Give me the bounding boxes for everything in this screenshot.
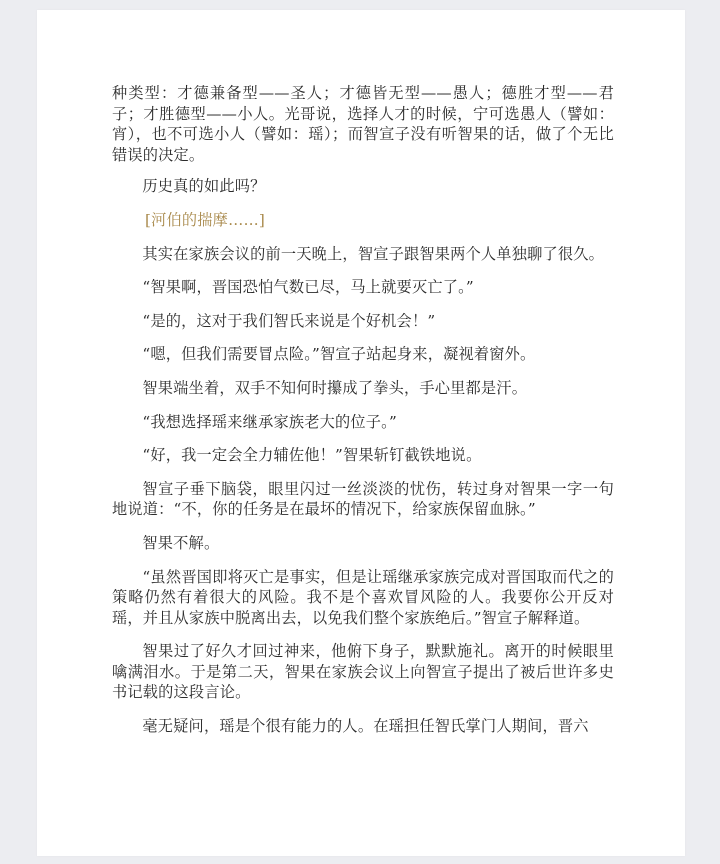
narration-paragraph: 智果过了好久才回过神来，他俯下身子，默默施礼。离开的时候眼里噙满泪水。于是第二天，智果在家族会议上向智宣子提出了被后世许多史书记载的这段言论。 — [112, 642, 614, 702]
paragraph-story-start: 其实在家族会议的前一天晚上，智宣子跟智果两个人单独聊了很久。 — [142, 244, 605, 263]
document-page — [37, 10, 685, 856]
paragraph-question: 历史真的如此吗？ — [142, 177, 266, 196]
section-heading: [河伯的揣摩……] — [145, 210, 265, 229]
dialogue-line: “是的，这对于我们智氏来说是个好机会！” — [142, 311, 436, 330]
dialogue-paragraph: 智宣子垂下脑袋，眼里闪过一丝淡淡的忧伤，转过身对智果一字一句地说道：“不，你的任务是在最坏的情况下，给家族保留血脉。” — [112, 479, 614, 519]
narration-line: 智果不解。 — [142, 533, 220, 552]
paragraph-intro: 种类型：才德兼备型——圣人；才德皆无型——愚人；德胜才型——君子；才胜德型——小人。光哥说，选择人才的时候，宁可选愚人（譬如：宵），也不可选小人（譬如：瑶）；而智宣子没有听智果的话，做了个无比错误的决定。 — [112, 84, 614, 164]
dialogue-line: “智果啊，晋国恐怕气数已尽，马上就要灭亡了。” — [142, 278, 474, 297]
dialogue-paragraph: “虽然晋国即将灭亡是事实，但是让瑶继承家族完成对晋国取而代之的策略仍然有着很大的风险。我不是个喜欢冒风险的人。我要你公开反对瑶，并且从家族中脱离出去，以免我们整个家族绝后。”智宣子解释道。 — [112, 567, 614, 627]
dialogue-line: “嗯，但我们需要冒点险。”智宣子站起身来，凝视着窗外。 — [142, 345, 536, 364]
dialogue-line: “我想选择瑶来继承家族老大的位子。” — [142, 412, 397, 431]
page-content — [112, 83, 614, 750]
narration-paragraph: 毫无疑问，瑶是个很有能力的人。在瑶担任智氏掌门人期间，晋六 — [142, 717, 589, 736]
narration-line: 智果端坐着，双手不知何时攥成了拳头，手心里都是汗。 — [142, 378, 528, 397]
dialogue-line: “好，我一定会全力辅佐他！”智果斩钉截铁地说。 — [142, 446, 482, 465]
